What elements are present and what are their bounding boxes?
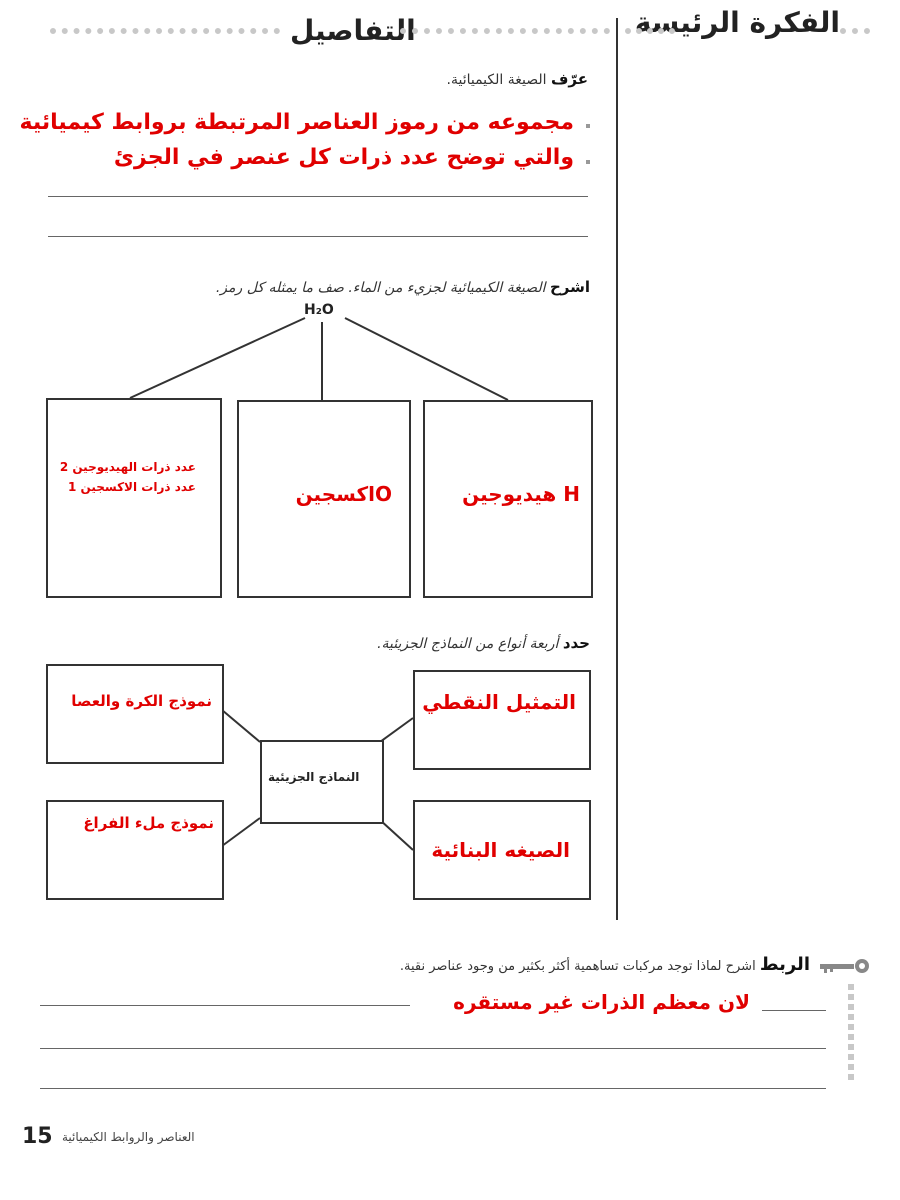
box-left-line-2: عدد ذرات الاكسجين 1 — [67, 480, 196, 494]
connector-to-right-box — [345, 318, 508, 400]
define-answer-line-1: مجموعه من رموز العناصر المرتبطة بروابط كيميائية — [19, 110, 574, 135]
connection-prompt-text: اشرح لماذا توجد مركبات تساهمية أكثر بكثير من وجود عناصر نقية. — [399, 959, 756, 974]
define-answer-line-2: والتي توضح عدد ذرات كل عنصر في الجزئ — [113, 145, 574, 170]
key-icon — [820, 958, 872, 974]
connector-to-left-box — [130, 318, 305, 398]
box-left-line-1: عدد ذرات الهيديوجين 2 — [59, 460, 196, 474]
margin-dots — [848, 984, 854, 1084]
connector-center-top-left — [222, 710, 260, 742]
model-box-top-right — [413, 670, 591, 770]
connection-prompt-keyword: الربط — [759, 954, 810, 975]
model-top-right-text: التمثيل النقطي — [422, 690, 576, 714]
connection-answer: لان معظم الذرات غير مستقره — [453, 990, 750, 1014]
model-top-left-text: نموذج الكرة والعصا — [71, 692, 212, 710]
define-prompt-keyword: عرّف — [550, 70, 588, 88]
identify-prompt-keyword: حدد — [562, 634, 590, 652]
model-bottom-right-text: الصيغه البنائية — [431, 838, 570, 862]
chapter-title: العناصر والروابط الكيميائية — [62, 1130, 195, 1144]
connector-center-top-right — [380, 718, 413, 742]
connection-answer-line-1b — [762, 1010, 826, 1011]
connector-center-bottom-left — [222, 818, 260, 846]
water-formula: H₂O — [304, 302, 334, 318]
connection-answer-line-1a — [40, 1005, 410, 1006]
formula-box-left — [46, 398, 222, 598]
identify-prompt-text: أربعة أنواع من النماذج الجزيئية. — [377, 636, 559, 652]
connection-prompt — [400, 954, 810, 975]
box-middle-text: Oاكسجين — [295, 482, 392, 506]
model-bottom-left-text: نموذج ملء الفراغ — [83, 814, 214, 832]
identify-prompt — [377, 634, 590, 652]
box-right-text: H هيديوجين — [462, 482, 580, 506]
define-prompt-text: الصيغة الكيميائية. — [446, 72, 547, 88]
connection-answer-line-3 — [40, 1088, 826, 1089]
main-idea-title: الفكرة الرئيسة — [634, 6, 840, 39]
model-center-label: النماذج الجزيئية — [268, 770, 360, 784]
explain-prompt-text: الصيغة الكيميائية لجزيء من الماء. صف ما يمثله كل رمز. — [215, 280, 546, 296]
model-box-top-left — [46, 664, 224, 764]
page-number: 15 — [22, 1124, 53, 1149]
connector-center-bottom-right — [380, 820, 413, 850]
details-title: التفاصيل — [290, 14, 416, 47]
explain-prompt-keyword: اشرح — [549, 278, 590, 296]
connection-answer-line-2 — [40, 1048, 826, 1049]
